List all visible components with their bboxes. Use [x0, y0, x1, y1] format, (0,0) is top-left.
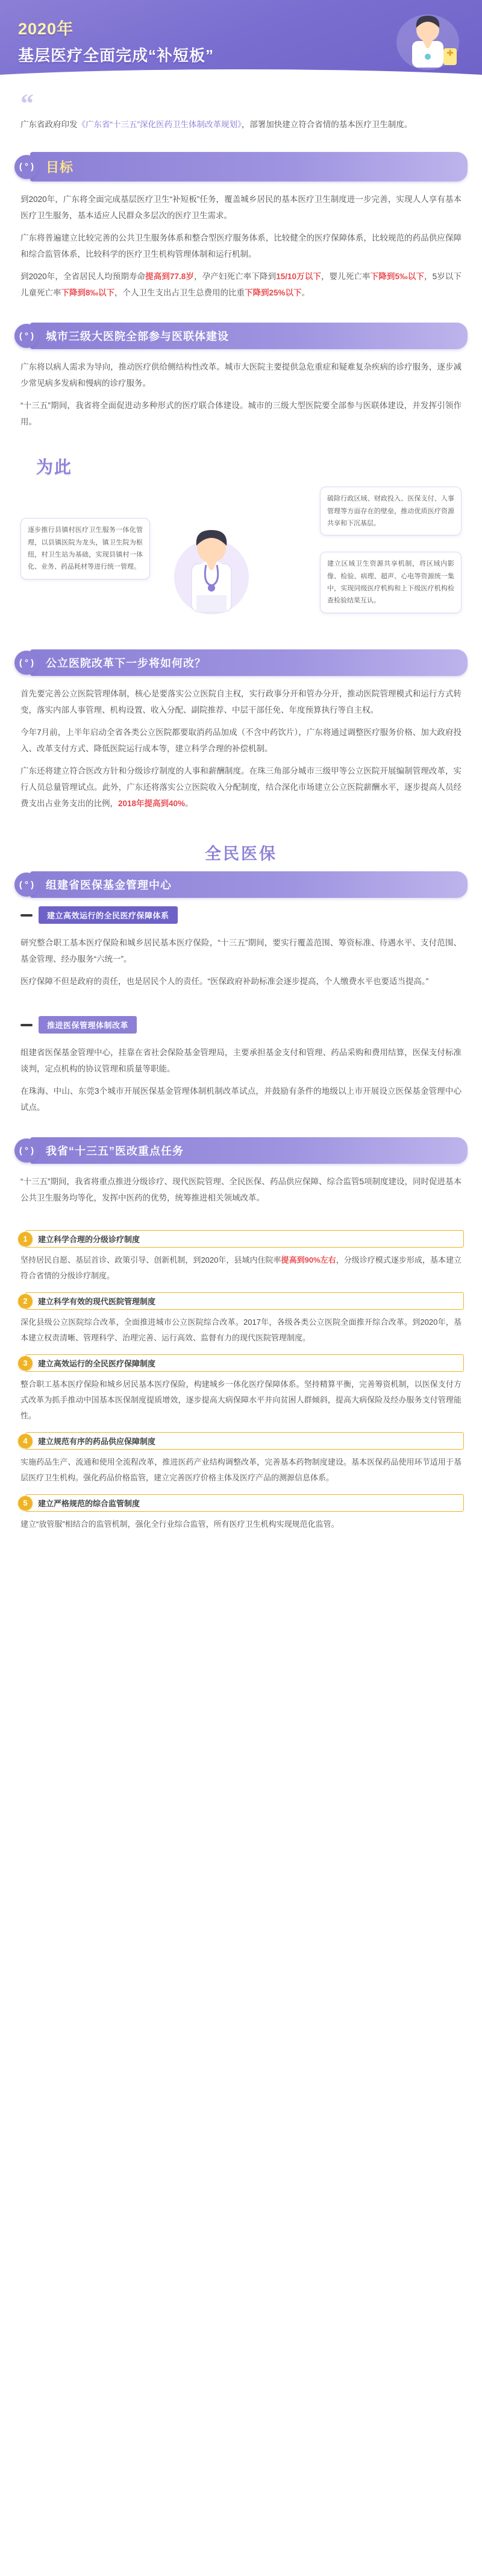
task-item: [18, 1292, 464, 1346]
task-number: 1: [18, 1232, 33, 1246]
weishi-bubbles: [12, 481, 470, 631]
task-body: [18, 1310, 464, 1346]
tasks-intro: [0, 1164, 482, 1224]
section-header-tasks: [0, 1137, 482, 1164]
section-title-hospital: 城市三级大医院全部参与医联体建设: [30, 323, 468, 349]
dash-icon: [20, 1024, 33, 1026]
tasks-intro-paragraph: “十三五”期间，我省将重点推进分级诊疗、现代医院管理、全民医保、药品供应保障、综合监管5项制度建设，同时促进基本公共卫生服务均等化，发挥中医药的优势，统筹推进相关领域改革。: [20, 1177, 462, 1203]
hospital-body: [0, 349, 482, 448]
intro-text-before: 广东省政府印发: [20, 120, 78, 130]
section-title-tasks: 我省“十三五”医改重点任务: [30, 1137, 468, 1164]
task-paragraph: 深化县级公立医院综合改革，全面推进城市公立医院综合改革。2017年，各级各类公立医院全面推开综合改革。到2020年，基本建立权责清晰、管理科学、治理完善、运行高效、监督有力的现代医院管理制度。: [20, 1318, 462, 1343]
section-title-bar: [30, 152, 468, 182]
policy-link[interactable]: 《广东省“十三五”深化医药卫生体制改革规划》: [77, 120, 242, 130]
weishi-bubble-1: 逐步推行县镇村医疗卫生服务一体化管理，以县镇医院为龙头，镇卫生院为枢纽，村卫生站为基础，实现县镇村一体化、业务、药品耗材等进行统一管理。: [20, 518, 150, 579]
task-number: 4: [18, 1434, 33, 1448]
hero-title: 基层医疗全面完成“补短板”: [18, 46, 214, 65]
task-body: [18, 1450, 464, 1486]
goal-paragraph-1: 到2020年，广东将全面完成基层医疗卫生“补短板”任务，覆盖城乡居民的基本医疗卫生制度进一步完善，实现人人享有基本医疗卫生服务，基本适应人民群众多层次的医疗卫生需求。: [20, 195, 462, 221]
insurance-big-title: 全民医保: [205, 845, 277, 863]
insurance-p1-1: 研究整合职工基本医疗保险和城乡居民基本医疗保险，“十三五”期间，要实行覆盖范围、筹资标准、待遇水平、支付范围、基金管理、经办服务“六统一”。: [20, 938, 462, 964]
doctor-illustration-icon: [381, 5, 471, 77]
task-paragraph: 整合职工基本医疗保险和城乡居民基本医疗保险，构建城乡一体化医疗保障体系。坚持精算平衡，完善筹资机制，以医保支付方式改革为抓手推动中国基本医保制度提质增效，逐步提高大病保障水平并向贫困人群倾斜，提高大病保险及经办服务支付管理能性。: [20, 1380, 462, 1421]
hospital-paragraph-2: “十三五”期间，我省将全面促进动多种形式的医疗联合体建设。城市的三级大型医院要全部参与医联体建设，并发挥引领作用。: [20, 401, 462, 427]
insurance-p2-2: 在珠海、中山、东莞3个城市开展医保基金管理体制机制改革试点，并鼓励有条件的地级以上市开展设立医保基金管理中心试点。: [20, 1087, 462, 1113]
task-body: [18, 1512, 464, 1532]
task-body: [18, 1248, 464, 1284]
weishi-bubble-2: 破除行政区域、财政投入、医保支付、人事管理等方面存在的壁垒，推动优质医疗资源共享和下沉基层。: [320, 487, 462, 535]
insurance-sub-header-2: [0, 1008, 482, 1035]
weishi-bubble-3: 建立区域卫生资源共享机制，将区域内影像、检验、病理、超声、心电等资源统一集中，实现同级医疗机构和上下级医疗机构检查检验结果互认。: [320, 552, 462, 613]
dash-icon: [20, 914, 33, 917]
section-title-reform: 公立医院改革下一步将如何改？: [30, 649, 468, 676]
task-header: [18, 1494, 464, 1512]
insurance-sub-title-1: 建立高效运行的全民医疗保障体系: [39, 906, 178, 924]
insurance-sub-title-2: 推进医保管理体制改革: [39, 1016, 137, 1034]
emoji-face-icon: ( ° ): [14, 155, 39, 179]
reform-paragraph-1: 首先要完善公立医院管理体制，核心是要落实公立医院自主权，实行政事分开和管办分开，推动医院管理模式和运行方式转变，落实内部人事管理、机构设置、收入分配、副院推荐、中层干部任免、年度预算执行等自主权。: [20, 689, 462, 715]
task-number: 5: [18, 1496, 33, 1511]
task-title: 建立规范有序的药品供应保障制度: [25, 1432, 464, 1450]
emoji-face-icon: ( ° ): [14, 1138, 39, 1163]
weishi-title: 为此: [36, 458, 73, 477]
goal-title: 目标: [46, 160, 74, 175]
section-header-reform: [0, 649, 482, 676]
task-paragraph: 建立“放管服”相结合的监管机制，强化全行业综合监管，所有医疗卫生机构实现规范化监管。: [20, 1520, 339, 1529]
emoji-face-icon: ( ° ): [14, 873, 39, 897]
doctor-with-stethoscope-illustration-icon: [160, 505, 263, 625]
section-header-goal: [0, 152, 482, 182]
task-item: [18, 1432, 464, 1486]
intro-block: [0, 87, 482, 148]
task-paragraph: 实施药品生产、流通和使用全流程改革，推进医药产业结构调整改革，完善基本药物制度建设。基本医保药品使用环节适用于基层医疗卫生机构。强化药品价格监管，建立完善医疗价格主体及医疗产品的测源信息体系。: [20, 1457, 462, 1483]
insurance-body-2: [0, 1035, 482, 1134]
goal-paragraph-3: 到2020年，全省居民人均预期寿命提高到77.8岁，孕产妇死亡率下降到15/10万以下，婴儿死亡率下降到5‰以下，5岁以下儿童死亡率下降到8‰以下，个人卫生支出占卫生总费用的比重下降到25%以下。: [20, 272, 462, 298]
goal-body: [0, 182, 482, 319]
task-number: 2: [18, 1294, 33, 1309]
task-header: [18, 1230, 464, 1248]
hero-year: 2020年: [18, 20, 74, 38]
insurance-p1-2: 医疗保障不但是政府的责任，也是居民个人的责任。“医保政府补助标准会逐步提高，个人缴费水平也要适当提高。”: [20, 977, 429, 987]
section-title-insurance: 组建省医保基金管理中心: [30, 871, 468, 898]
insurance-body-1: [0, 925, 482, 1008]
emoji-face-icon: ( ° ): [14, 651, 39, 675]
task-item: [18, 1494, 464, 1532]
task-item: [18, 1230, 464, 1284]
emoji-face-icon: ( ° ): [14, 324, 39, 348]
intro-text-after: ，部署加快建立符合省情的基本医疗卫生制度。: [241, 120, 413, 130]
reform-paragraph-2: 今年7月前，上半年启动全省各类公立医院都要取消药品加成（不含中药饮片），广东将通过调整医疗服务价格、加大政府投入、改革支付方式、降低医院运行成本等，建立科学合理的补偿机制。: [20, 728, 462, 754]
task-title: 建立高效运行的全民医疗保障制度: [25, 1354, 464, 1372]
task-item: [18, 1354, 464, 1424]
reform-paragraph-3: 广东还将建立符合医改方针和分级诊疗制度的人事和薪酬制度。在珠三角部分城市三级甲等公立医院开展编制管理改革，实行人员总量管理试点。此外，广东还将落实公立医院收入分配制度，结合深化市场建立公立医院薪酬水平，逐步提高人员经费支出占业务支出的比例，2018年提高到40%。: [20, 766, 462, 809]
task-header: [18, 1432, 464, 1450]
task-title: 建立科学有效的现代医院管理制度: [25, 1292, 464, 1310]
task-number: 3: [18, 1356, 33, 1371]
reform-body: [0, 676, 482, 830]
intro-paragraph: [20, 116, 462, 133]
weishi-block: [0, 448, 482, 646]
task-header: [18, 1292, 464, 1310]
section-header-insurance: [0, 871, 482, 898]
insurance-p2-1: 组建省医保基金管理中心，挂靠在省社会保险基金管理局，主要承担基金支付和管理、药品采购和费用结算，医保支付标准谈判，定点机构的协议管理和质量等职能。: [20, 1048, 462, 1074]
task-title: 建立科学合理的分级诊疗制度: [25, 1230, 464, 1248]
tasks-list: [0, 1224, 482, 1559]
goal-paragraph-2: 广东将普遍建立比较完善的公共卫生服务体系和整合型医疗服务体系，比较健全的医疗保障体系，比较规范的药品供应保障和综合监管体系，比较科学的医疗卫生机构管理体制和运行机制。: [20, 233, 462, 259]
task-header: [18, 1354, 464, 1372]
hero-banner: [0, 0, 482, 87]
task-body: [18, 1372, 464, 1424]
hospital-paragraph-1: 广东将以病人需求为导向，推动医疗供给侧结构性改革。城市大医院主要提供急危重症和疑难复杂疾病的诊疗服务，逐步减少常见病多发病和慢病的诊疗服务。: [20, 362, 462, 388]
task-paragraph: 坚持居民自愿、基层首诊、政策引导、创新机制，到2020年，县域内住院率提高到90%左右，分级诊疗模式逐步形成，基本建立符合省情的分级诊疗制度。: [20, 1255, 462, 1281]
quote-mark-icon: “: [20, 89, 34, 119]
insurance-sub-header-1: [0, 898, 482, 925]
section-header-hospital: [0, 323, 482, 349]
task-title: 建立严格规范的综合监管制度: [25, 1494, 464, 1512]
